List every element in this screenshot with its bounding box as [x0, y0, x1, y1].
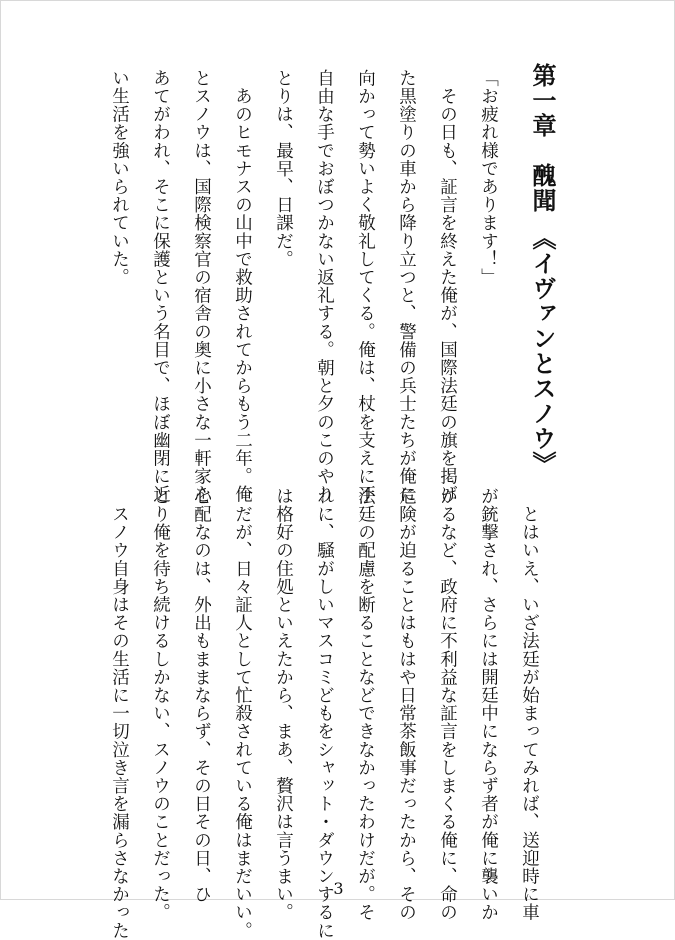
text-column: だが、日々証人として忙殺されている俺はまだいい。 [232, 487, 253, 940]
text-column: その日も、証言を終えた俺が、国際法廷の旗を掲げ [437, 69, 458, 504]
text-column: とり俺を待ち続けるしかない、スノウのことだった。 [150, 487, 171, 922]
text-column: 心配なのは、外出もままならず、その日その日、ひ [191, 487, 212, 904]
text-column: は格好の住処といえたから、まあ、贅沢は言うまい。 [273, 487, 294, 922]
text-column: スノウ自身はその生活に一切泣き言を漏らさなかった [109, 487, 130, 940]
text-column: 法廷の配慮を断ることなどできなかったわけだが。そ [355, 487, 376, 922]
text-column: あのヒモナスの山中で救助されてからもう二年。俺 [232, 69, 253, 504]
text-column: 「お疲れ様であります！」 [478, 69, 499, 287]
text-column: れに、騒がしいマスコミどもをシャット・ダウンするに [314, 487, 335, 940]
text-column: とスノウは、国際検察官の宿舎の奥に小さな一軒家を [191, 69, 212, 504]
page-number: 3 [333, 879, 344, 898]
text-column: い生活を強いられていた。 [109, 69, 130, 287]
text-column: とはいえ、いざ法廷が始まってみれば、送迎時に車 [519, 487, 540, 922]
text-column: 自由な手でおぼつかない返礼する。朝と夕のこのやり [314, 69, 335, 504]
text-column: た黒塗りの車から降り立つと、警備の兵士たちが俺に [396, 69, 417, 504]
chapter-title: 第一章 醜聞 《イヴァンとスノウ》 [528, 63, 557, 476]
text-column: 危険が迫ることはもはや日常茶飯事だったから、その [396, 487, 417, 922]
text-column: 向かって勢いよく敬礼してくる。俺は、杖を支えに不 [355, 69, 376, 504]
text-column: かるなど、政府に不利益な証言をしまくる俺に、命の [437, 487, 458, 922]
text-column: とりは、最早、日課だ。 [273, 69, 294, 269]
text-column: あてがわれ、そこに保護という名目で、ほぼ幽閉に近 [150, 69, 171, 504]
text-column: が銃撃され、さらには開廷中にならず者が俺に襲いか [478, 487, 499, 922]
